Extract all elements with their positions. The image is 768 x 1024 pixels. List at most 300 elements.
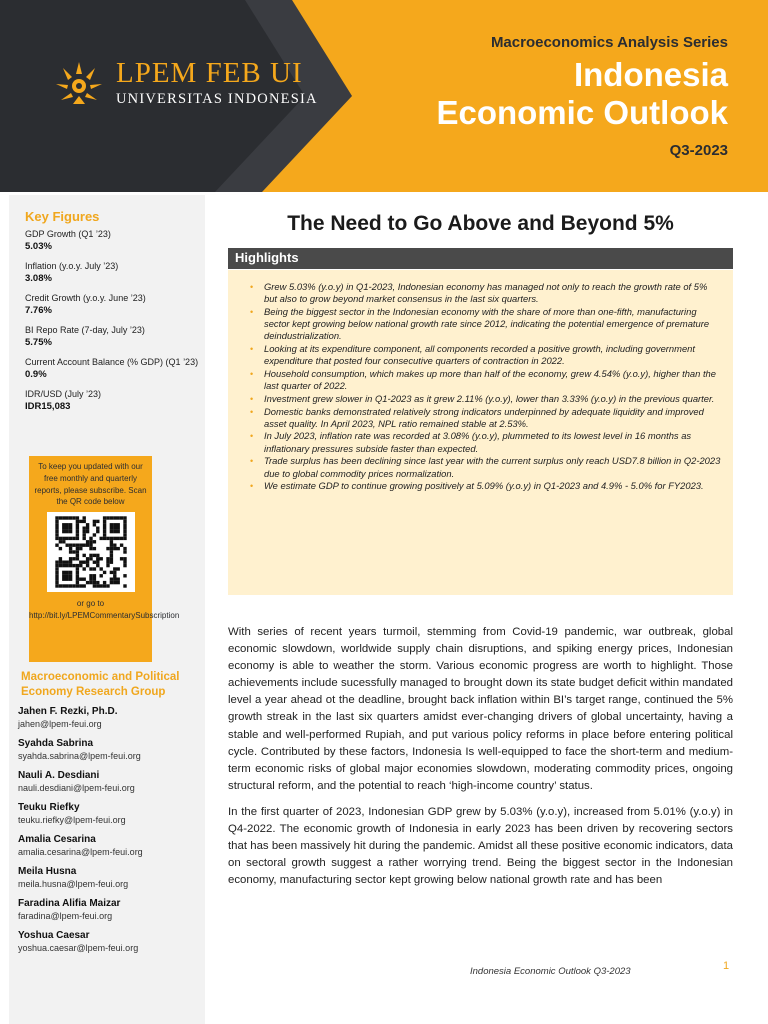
qr-module [96,520,99,523]
qr-module [65,523,68,526]
qr-module [85,557,88,560]
qr-module [72,557,75,560]
member-email[interactable]: jahen@lpem-feui.org [18,719,102,729]
qr-module [113,547,116,550]
qr-module [113,516,116,519]
qr-module [109,544,112,547]
qr-module [62,537,65,540]
qr-module [68,561,71,564]
qr-module [109,540,112,543]
qr-module [102,533,105,536]
qr-module [79,520,82,523]
member-name: Meila Husna [18,866,77,877]
qr-module [55,530,58,533]
qr-module [109,578,112,581]
team-member [18,737,203,763]
qr-module [62,516,65,519]
qr-module [82,584,85,587]
qr-module [55,574,58,577]
qr-module [102,581,105,584]
member-name: Amalia Cesarina [18,834,96,845]
report-header [0,0,768,192]
report-quarter: Q3-2023 [669,142,728,159]
qr-module [113,578,116,581]
qr-module [85,523,88,526]
member-email[interactable]: yoshua.caesar@lpem-feui.org [18,943,139,953]
qr-module [85,581,88,584]
qr-module [85,540,88,543]
qr-module [123,516,126,519]
member-email[interactable]: faradina@lpem-feui.org [18,911,113,921]
highlight-text: Trade surplus has been declining since last year with the current surplus only reach USD7.8 billion in Q2-2023 due to global commodity prices normalization. [264,455,721,479]
qr-module [58,561,61,564]
highlight-text: Being the biggest sector in the Indonesian economy with the share of more than one-fifth, manufacturing sector kept growing below national growth rate since 2012, indicating the potential emergence of premature deindustrialization. [264,305,710,342]
highlights-box [228,270,733,595]
qr-module [123,564,126,567]
key-figure-inflation [25,260,200,285]
qr-module [116,581,119,584]
bullet-icon: • [250,344,254,355]
highlight-text: Investment grew slower in Q1-2023 as it grew 2.11% (y.o.y), lower than 3.33% (y.o.y) in the previous quarter. [264,392,715,404]
qr-module [113,574,116,577]
key-figure-value: 0.9% [25,369,47,380]
qr-module [119,557,122,560]
qr-module [65,574,68,577]
qr-module [62,530,65,533]
qr-module [68,564,71,567]
qr-module [58,584,61,587]
qr-module [75,550,78,553]
subscribe-box [29,456,180,662]
qr-module [96,527,99,530]
qr-module [79,561,82,564]
highlights-header: Highlights [228,248,733,269]
member-email[interactable]: syahda.sabrina@lpem-feui.org [18,751,141,761]
team-list [18,705,203,961]
qr-module [72,537,75,540]
qr-module [82,567,85,570]
qr-module [92,547,95,550]
qr-module [82,561,85,564]
highlight-text: Looking at its expenditure component, all components recorded a positive growth, including government expenditure that posted four consecutive quarters of contraction in 2022. [264,343,695,367]
member-name: Faradina Alifia Maizar [18,898,121,909]
member-name: Yoshua Caesar [18,930,90,941]
article-body [228,624,733,898]
member-name: Jahen F. Rezki, Ph.D. [18,706,118,717]
qr-module [123,533,126,536]
qr-module [116,537,119,540]
qr-module [72,564,75,567]
qr-module [99,574,102,577]
qr-module [99,537,102,540]
member-name: Syahda Sabrina [18,738,94,749]
qr-module [92,540,95,543]
qr-module [58,564,61,567]
key-figure-value: 7.76% [25,305,52,316]
qr-module [62,523,65,526]
qr-module [82,533,85,536]
qr-module [99,584,102,587]
qr-module [92,533,95,536]
qr-module [55,567,58,570]
team-member [18,801,203,827]
qr-module [123,530,126,533]
qr-module [123,520,126,523]
qr-module [65,584,68,587]
qr-module [55,578,58,581]
qr-module [92,523,95,526]
key-figure-current-account [25,356,200,381]
key-figure-label: Credit Growth (y.o.y. June ’23) [25,293,146,303]
qr-module [89,544,92,547]
member-name: Teuku Riefky [18,802,80,813]
qr-module [62,540,65,543]
qr-module [79,584,82,587]
bullet-icon: • [250,393,254,404]
qr-module [106,584,109,587]
key-figure-value: IDR15,083 [25,401,71,412]
qr-module [89,554,92,557]
key-figure-value: 5.75% [25,337,52,348]
key-figures-list [25,228,200,420]
key-figure-credit-growth [25,292,200,317]
report-title-line2: Economic Outlook [436,94,728,131]
key-figure-label: IDR/USD (July ’23) [25,389,102,399]
qr-module [68,578,71,581]
qr-module [65,578,68,581]
bullet-icon: • [250,481,254,492]
qr-module [113,527,116,530]
qr-module [109,581,112,584]
qr-module [68,516,71,519]
qr-module [79,564,82,567]
qr-module [75,564,78,567]
qr-module [68,557,71,560]
key-figures-title: Key Figures [25,209,100,224]
team-member [18,897,203,923]
qr-module [123,527,126,530]
highlight-item [252,430,721,454]
qr-module [65,527,68,530]
qr-module [113,567,116,570]
key-figure-value: 3.08% [25,273,52,284]
member-email[interactable]: teuku.riefky@lpem-feui.org [18,815,126,825]
qr-module [75,544,78,547]
qr-module [55,516,58,519]
sidebar [9,195,205,1024]
subscribe-or-text: or go to [76,599,105,609]
qr-module [72,584,75,587]
qr-module [109,516,112,519]
qr-module [55,520,58,523]
member-email[interactable]: nauli.desdiani@lpem-feui.org [18,783,135,793]
qr-module [113,581,116,584]
highlight-item [252,406,721,430]
qr-module [99,557,102,560]
qr-module [113,523,116,526]
qr-module [75,567,78,570]
team-member [18,705,203,731]
highlight-item [252,343,721,367]
qr-module [89,540,92,543]
qr-module [85,527,88,530]
highlight-item [252,480,721,492]
qr-module [113,537,116,540]
qr-module [92,561,95,564]
member-name: Nauli A. Desdiani [18,770,100,781]
qr-module [75,530,78,533]
qr-module [96,581,99,584]
qr-module [58,540,61,543]
qr-module [75,527,78,530]
qr-module [65,561,68,564]
highlight-text: Domestic banks demonstrated relatively strong indicators underpinned by adequate liquidity and improved asset quality. In April 2023, NPL ratio remained stable at 2.53%. [264,405,704,429]
qr-module [89,567,92,570]
qr-code-icon[interactable] [47,512,135,592]
qr-module [68,574,71,577]
qr-module [92,567,95,570]
qr-module [123,547,126,550]
qr-module [109,530,112,533]
qr-module [68,544,71,547]
qr-module [109,547,112,550]
qr-module [65,537,68,540]
qr-module [82,520,85,523]
qr-module [58,537,61,540]
qr-module [109,557,112,560]
key-figure-bi-rate [25,324,200,349]
qr-module [106,537,109,540]
qr-module [92,584,95,587]
qr-module [75,547,78,550]
body-paragraph: In the first quarter of 2023, Indonesian GDP grew by 5.03% (y.o.y), increased from 5.01% (y.o.y) in Q4-2022. The economic growth of Indonesia in early 2023 has been driven by recovering sectors that has been massively hit during the pandemic. Amidst all these positive economic indicators, data on sectoral growth suggest a rather worrying trend. Being the biggest sector in the Indonesian economy, manufacturing sector kept growing below national growth rate and has been [228,805,733,887]
qr-module [106,564,109,567]
qr-module [62,574,65,577]
qr-module [55,561,58,564]
qr-module [106,557,109,560]
qr-module [75,537,78,540]
qr-module [96,530,99,533]
qr-module [116,530,119,533]
highlight-text: In July 2023, inflation rate was recorded at 3.08% (y.o.y), plummeted to its lowest level in 16 months as inflationary pressures subside faster than expected. [264,430,692,454]
subscribe-text: To keep you updated with our free monthly and quarterly reports, please subscribe. Scan the QR code below [34,462,147,507]
qr-module [109,561,112,564]
logo-title: LPEM FEB UI [116,56,303,89]
qr-module [99,567,102,570]
qr-module [68,523,71,526]
qr-module [65,544,68,547]
qr-module [62,561,65,564]
qr-module [123,550,126,553]
qr-module [85,544,88,547]
qr-module [55,571,58,574]
qr-module [102,516,105,519]
subscribe-link[interactable]: http://bit.ly/LPEMCommentarySubscription [29,610,180,620]
qr-module [109,523,112,526]
qr-module [65,530,68,533]
qr-module [85,561,88,564]
qr-module [119,544,122,547]
qr-module [55,584,58,587]
key-figure-label: Inflation (y.o.y. July ’23) [25,261,119,271]
highlight-item [252,368,721,392]
highlight-text: We estimate GDP to continue growing positively at 5.09% (y.o.y) in Q1-2023 and 4.9% - 5.0% for FY2023. [264,480,704,492]
qr-module [62,564,65,567]
bullet-icon: • [250,368,254,379]
qr-module [123,574,126,577]
qr-module [65,516,68,519]
qr-module [116,527,119,530]
qr-module [119,516,122,519]
bullet-icon: • [250,406,254,417]
qr-module [113,530,116,533]
research-group-title: Macroeconomic and Political Economy Research Group [21,671,180,698]
series-label: Macroeconomics Analysis Series [490,34,728,51]
qr-module [68,547,71,550]
qr-module [123,523,126,526]
qr-module [106,561,109,564]
qr-module [102,523,105,526]
team-member [18,833,203,859]
qr-module [82,537,85,540]
qr-module [96,584,99,587]
highlights-list [252,281,721,492]
qr-module [75,581,78,584]
qr-module [96,561,99,564]
member-email[interactable]: amalia.cesarina@lpem-feui.org [18,847,143,857]
qr-module [79,547,82,550]
highlight-item [252,281,721,305]
qr-module [62,571,65,574]
bullet-icon: • [250,306,254,317]
qr-module [75,554,78,557]
qr-module [58,547,61,550]
qr-module [65,571,68,574]
qr-module [55,544,58,547]
member-email[interactable]: meila.husna@lpem-feui.org [18,879,129,889]
qr-module [62,584,65,587]
qr-module [102,527,105,530]
qr-module [113,571,116,574]
article-title: The Need to Go Above and Beyond 5% [287,212,674,235]
highlight-text: Grew 5.03% (y.o.y) in Q1-2023, Indonesian economy has managed not only to reach the growth rate of 5% but also to grow beyond market consensus in the last six quarters. [264,281,708,305]
bullet-icon: • [250,456,254,467]
qr-module [68,584,71,587]
qr-module [55,527,58,530]
qr-module [75,557,78,560]
qr-module [79,578,82,581]
qr-module [89,557,92,560]
qr-module [82,544,85,547]
qr-module [102,537,105,540]
highlight-item [252,393,721,405]
qr-module [92,581,95,584]
qr-module [123,584,126,587]
qr-module [89,578,92,581]
qr-module [75,516,78,519]
team-member [18,929,203,955]
qr-module [55,533,58,536]
bullet-icon: • [250,282,254,292]
makara-emblem-icon [52,56,106,110]
qr-module [89,547,92,550]
highlight-item [252,306,721,343]
qr-module [75,574,78,577]
qr-module [116,547,119,550]
qr-module [82,554,85,557]
key-figure-label: BI Repo Rate (7-day, July ’23) [25,325,145,335]
team-member [18,769,203,795]
qr-module [75,571,78,574]
key-figure-idr-usd [25,388,200,413]
qr-module [65,564,68,567]
qr-module [82,578,85,581]
qr-module [72,516,75,519]
qr-module [82,527,85,530]
qr-module [116,567,119,570]
qr-module [123,557,126,560]
qr-module [62,527,65,530]
qr-module [68,550,71,553]
qr-module [116,516,119,519]
qr-module [89,581,92,584]
qr-module [79,544,82,547]
qr-module [109,537,112,540]
qr-module [109,550,112,553]
qr-module [75,523,78,526]
key-figure-label: GDP Growth (Q1 ’23) [25,229,111,239]
key-figure-gdp [25,228,200,253]
qr-module [89,537,92,540]
qr-module [102,520,105,523]
qr-module [72,544,75,547]
qr-module [58,557,61,560]
qr-module [68,537,71,540]
qr-module [85,564,88,567]
qr-module [109,554,112,557]
page-number: 1 [723,960,730,972]
qr-module [82,516,85,519]
qr-module [102,584,105,587]
highlight-text: Household consumption, which makes up more than half of the economy, grew 4.54% (y.o.y), higher than the last quarter of 2022. [264,367,716,392]
qr-module [82,530,85,533]
logo-subtitle: UNIVERSITAS INDONESIA [116,90,318,107]
qr-module [55,564,58,567]
qr-module [123,537,126,540]
qr-module [102,571,105,574]
qr-module [58,516,61,519]
qr-module [92,574,95,577]
qr-module [123,561,126,564]
qr-module [75,578,78,581]
body-paragraph: With series of recent years turmoil, stemming from Covid-19 pandemic, war outbreak, global economic slowdown, worldwide supply chain disruptions, and spiking energy prices, Indonesian economy is able to weather the storm. Various economic progress are worth to highlight. Those achievements include sucessfully managed to brought down its state budget deficit within mandated level a year ahead ot the deadline, brought back inflation within BI’s target range, continued the 5% growth streak in the last six quarters amidst ever-changing drivers of global uncertainty, having a stable and well-performed Rupiah, and put various policy reforms in place before entering political cycle. Contributed by these factors, Indonesia Is well-equipped to face the short-term and medium-term economic risks of global major economies slowdown, moderating commodity prices, ongoing structural reform, and the potential to reach ‘high-income country’ status. [228,626,733,792]
qr-module [106,516,109,519]
highlight-item [252,455,721,479]
qr-module [96,557,99,560]
qr-module [96,564,99,567]
qr-module [109,527,112,530]
team-member [18,865,203,891]
qr-module [92,578,95,581]
qr-module [92,554,95,557]
qr-module [68,571,71,574]
qr-module [68,527,71,530]
qr-module [89,574,92,577]
qr-module [96,554,99,557]
qr-module [75,533,78,536]
key-figure-value: 5.03% [25,241,52,252]
qr-module [113,544,116,547]
